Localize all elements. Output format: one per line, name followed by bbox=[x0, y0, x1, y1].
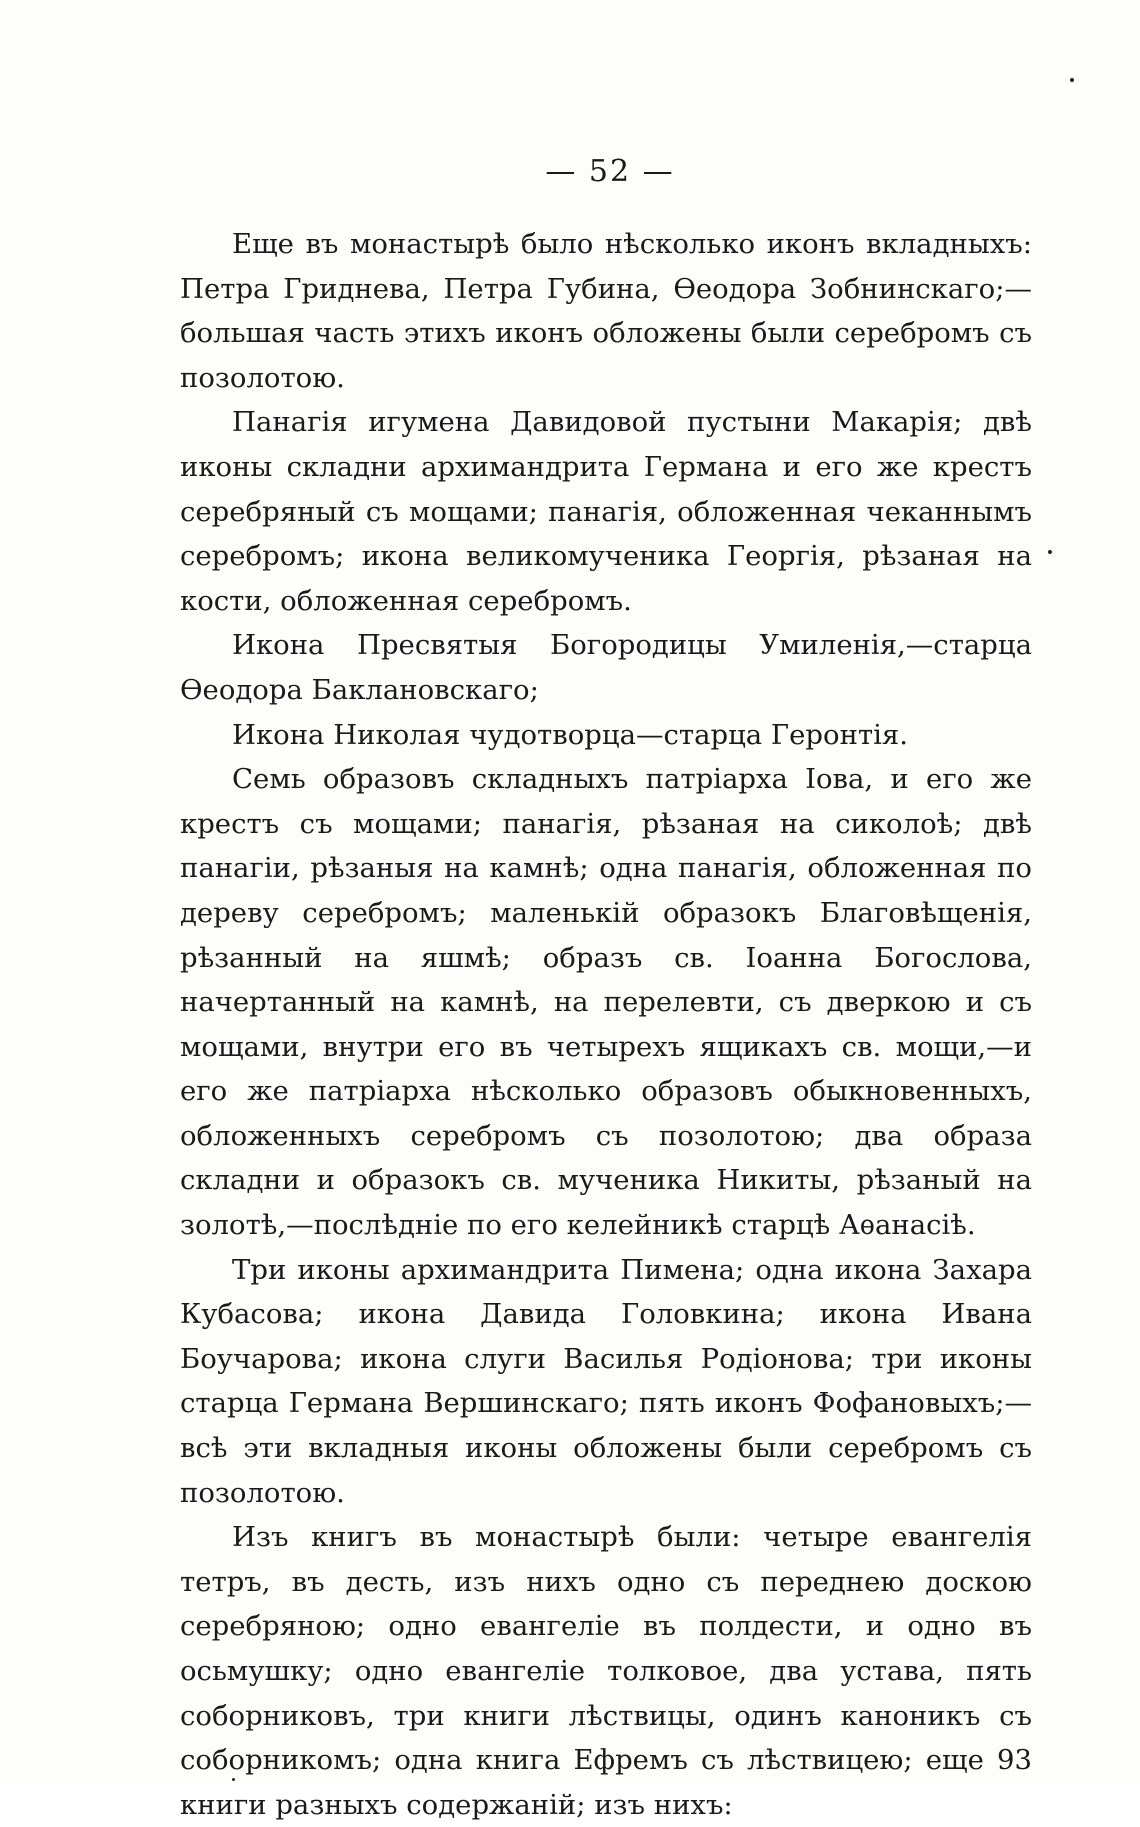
paragraph-icon-nikolai: Икона Николая чудотворца—старца Геронтія. bbox=[232, 718, 908, 751]
paragraph-panagia: Панагія игумена Давидовой пустыни Макарія; двѣ иконы складни архимандрита Германа и его же крестъ серебряный съ мощами; панагія, обложенная чеканнымъ серебромъ; икона великомученика Георгія, рѣзаная на кости, обложенная серебромъ. bbox=[180, 406, 1032, 617]
paragraph-books: Изъ книгъ въ монастырѣ были: четыре евангелія тетръ, въ десть, изъ нихъ одно съ переднею доскою серебряною; одно евангеліе въ полдести, и одно въ осьмушку; одно евангеліе толковое, два устава, пять соборниковъ, три книги лѣствицы, одинъ каноникъ съ соборникомъ; одна книга Ефремъ съ лѣствицею; еще 93 книги разныхъ содержаній; изъ нихъ: bbox=[180, 1521, 1032, 1821]
paragraph-pimen-icons: Три иконы архимандрита Пимена; одна икона Захара Кубасова; икона Давида Головкина; икона Ивана Боучарова; икона слуги Василья Родіонова; три иконы старца Германа Вершинскаго; пять иконъ Фофановыхъ;—всѣ эти вкладныя иконы обложены были серебромъ съ позолотою. bbox=[180, 1253, 1032, 1509]
print-speck bbox=[1070, 78, 1074, 82]
paragraph-patriarch-iov: Семь образовъ складныхъ патріарха Іова, и его же крестъ съ мощами; панагія, рѣзаная на сиколоѣ; двѣ панагіи, рѣзаныя на камнѣ; одна панагія, обложенная по дереву серебромъ; маленькій образокъ Благовѣщенія, рѣзанный на яшмѣ; образъ св. Іоанна Богослова, начертанный на камнѣ, на перелевти, съ дверкою и съ мощами, внутри его въ четырехъ ящикахъ св. мощи,—и его же патріарха нѣсколько образовъ обыкновенныхъ, обложенныхъ серебромъ съ позолотою; два образа складни и образокъ св. мученика Никиты, рѣзаный на золотѣ,—послѣдніе по его келейникѣ старцѣ Аѳанасіѣ. bbox=[180, 763, 1032, 1242]
paragraph-icon-umilenie: Икона Пресвятыя Богородицы Умиленія,—старца Ѳеодора Баклановскаго; bbox=[180, 629, 1032, 706]
print-speck bbox=[1048, 550, 1052, 554]
body-text bbox=[180, 222, 1032, 1827]
page-number: — 52 — bbox=[545, 154, 675, 189]
paragraph-icons-intro: Еще въ монастырѣ было нѣсколько иконъ вкладныхъ: Петра Гриднева, Петра Губина, Ѳеодора Зобнинскаго;—большая часть этихъ иконъ обложены были серебромъ съ позолотою. bbox=[180, 228, 1032, 394]
